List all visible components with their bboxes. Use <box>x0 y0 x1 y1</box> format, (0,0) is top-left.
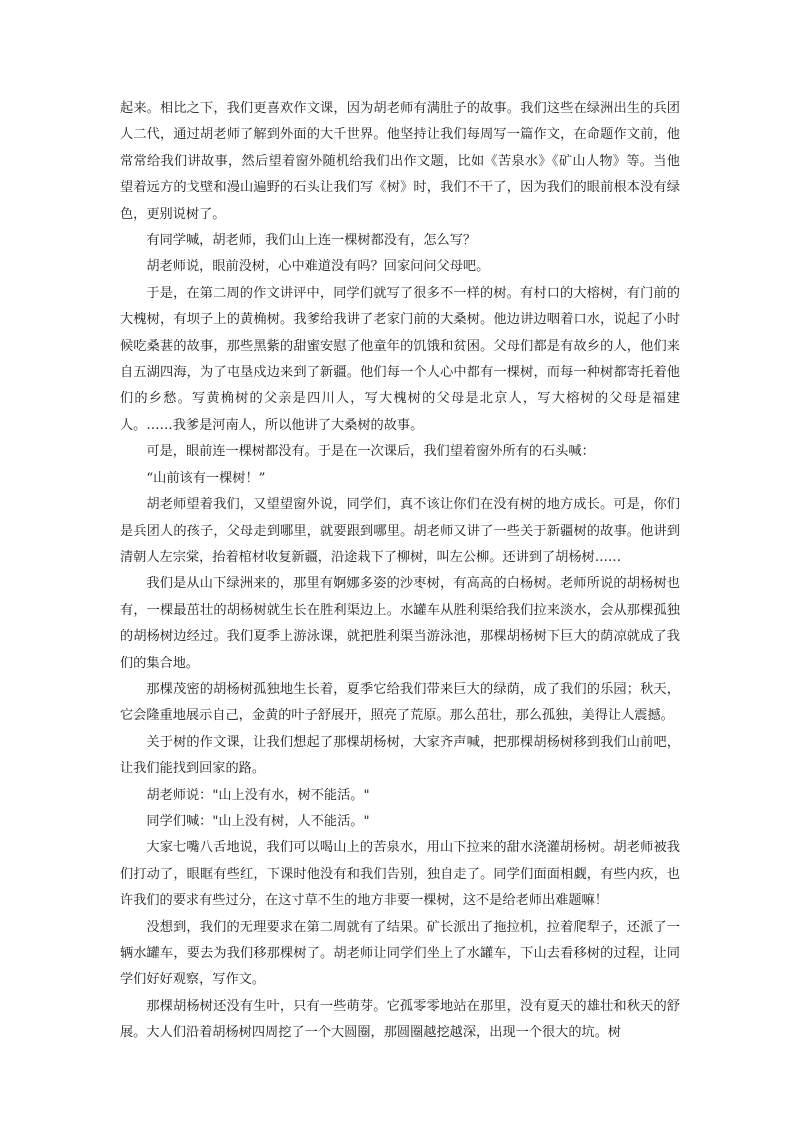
paragraph-2: 有同学喊，胡老师，我们山上连一棵树都没有，怎么写？ <box>146 233 477 249</box>
paragraph-4: 于是，在第二周的作文讲评中，同学们就写了很多不一样的树。有村口的大榕树，有门前的大槐树，有坝子上的黄桷树。我爹给我讲了老家门前的大桑树。他边讲边咽着口水，说起了小时候吃桑葚的故事，那些黑紫的甜蜜安慰了他童年的饥饿和贫困。父母们都是有故乡的人，他们来自五湖四海，为了屯垦戍边来到了新疆。他们每一个人心中都有一棵树，而每一种树都寄托着他们的乡愁。写黄桷树的父亲是四川人，写大槐树的父母是北京人，写大榕树的父母是福建人。……我爹是河南人，所以他讲了大桑树的故事。 <box>120 285 680 433</box>
paragraph-10: 关于树的作文课，让我们想起了那棵胡杨树，大家齐声喊，把那棵胡杨树移到我们山前吧，让我们能找到回家的路。 <box>120 734 680 777</box>
paragraph-11: 胡老师说："山上没有水，树不能活。" <box>146 787 370 803</box>
paragraph-8: 我们是从山下绿洲来的，那里有婀娜多姿的沙枣树，有高高的白杨树。老师所说的胡杨树也有，一棵最茁壮的胡杨树就生长在胜利渠边上。水罐车从胜利渠给我们拉来淡水，会从那棵孤独的胡杨树边经过。我们夏季上游泳课，就把胜利渠当游泳池，那棵胡杨树下巨大的荫凉就成了我们的集合地。 <box>120 576 680 671</box>
paragraph-6: “山前该有一棵树！” <box>146 470 266 486</box>
paragraph-9: 那棵茂密的胡杨树孤独地生长着，夏季它给我们带来巨大的绿荫，成了我们的乐园；秋天，它会隆重地展示自己，金黄的叶子舒展开，照亮了荒原。那么茁壮，那么孤独，美得让人震撼。 <box>120 681 680 724</box>
paragraph-13: 大家七嘴八舌地说，我们可以喝山上的苦泉水，用山下拉来的甜水浇灌胡杨树。胡老师被我们打动了，眼眶有些红，下课时他没有和我们告别，独自走了。同学们面面相觑，有些内疚，也许我们的要求有些过分，在这寸草不生的地方非要一棵树，这不是给老师出难题嘛！ <box>120 840 680 909</box>
paragraph-12: 同学们喊："山上没有树，人不能活。" <box>146 813 370 829</box>
paragraph-14: 没想到，我们的无理要求在第二周就有了结果。矿长派出了拖拉机，拉着爬犁子，还派了一辆水罐车，要去为我们移那棵树了。胡老师让同学们坐上了水罐车，下山去看移树的过程，让同学们好好观察，写作文。 <box>120 919 680 988</box>
paragraph-15: 那棵胡杨树还没有生叶，只有一些萌芽。它孤零零地站在那里，没有夏天的雄壮和秋天的舒展。大人们沿着胡杨树四周挖了一个大圆圈，那圆圈越挖越深，出现一个很大的坑。树 <box>120 998 680 1041</box>
paragraph-5: 可是，眼前连一棵树都没有。于是在一次课后，我们望着窗外所有的石头喊： <box>146 444 595 460</box>
paragraph-3: 胡老师说，眼前没树，心中难道没有吗？回家问问父母吧。 <box>146 259 490 275</box>
paragraph-7: 胡老师望着我们，又望望窗外说，同学们，真不该让你们在没有树的地方成长。可是，你们是兵团人的孩子，父母走到哪里，就要跟到哪里。胡老师又讲了一些关于新疆树的故事。他讲到清朝人左宗棠，抬着棺材收复新疆，沿途栽下了柳树，叫左公柳。还讲到了胡杨树…… <box>120 497 680 565</box>
paragraph-1: 起来。相比之下，我们更喜欢作文课，因为胡老师有满肚子的故事。我们这些在绿洲出生的兵团人二代，通过胡老师了解到外面的大千世界。他坚持让我们每周写一篇作文，在命题作文前，他常常给我们讲故事，然后望着窗外随机给我们出作文题，比如《苦泉水》《矿山人物》等。当他望着远方的戈壁和漫山遍野的石头让我们写《树》时，我们不干了，因为我们的眼前根本没有绿色，更别说树了。 <box>120 101 680 222</box>
document-page <box>120 96 680 1047</box>
